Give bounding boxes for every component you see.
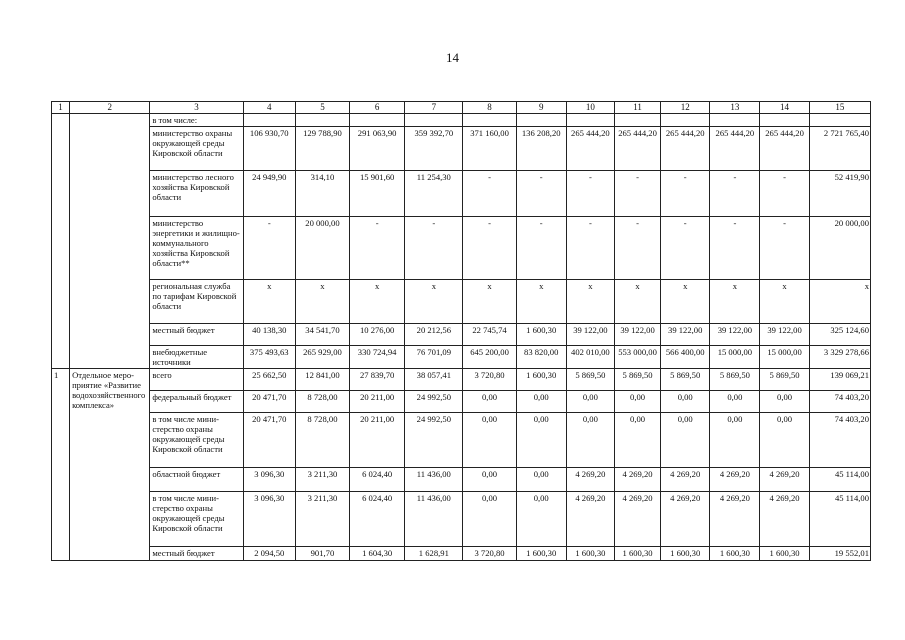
value-cell: 330 724,94 bbox=[350, 346, 405, 369]
table-row bbox=[52, 391, 871, 413]
column-number: 1 bbox=[52, 102, 70, 114]
value-cell: 901,70 bbox=[295, 547, 349, 561]
value-cell: 371 160,00 bbox=[463, 127, 516, 171]
value-cell: 5 869,50 bbox=[566, 369, 614, 391]
value-cell: 20 211,00 bbox=[350, 413, 405, 468]
value-cell bbox=[614, 114, 660, 127]
value-cell: x bbox=[661, 280, 710, 324]
value-cell: 0,00 bbox=[710, 413, 760, 468]
value-cell bbox=[516, 114, 566, 127]
value-cell: 74 403,20 bbox=[809, 413, 870, 468]
value-cell: 314,10 bbox=[295, 171, 349, 217]
value-cell: 4 269,20 bbox=[760, 468, 809, 492]
column-number: 15 bbox=[809, 102, 870, 114]
value-cell: 129 788,90 bbox=[295, 127, 349, 171]
value-cell: 3 096,30 bbox=[243, 492, 295, 547]
value-cell: 566 400,00 bbox=[661, 346, 710, 369]
value-cell: x bbox=[710, 280, 760, 324]
value-cell: 0,00 bbox=[516, 391, 566, 413]
source-label: в том числе: bbox=[150, 114, 243, 127]
value-cell bbox=[295, 114, 349, 127]
source-label: областной бюджет bbox=[150, 468, 243, 492]
value-cell: 0,00 bbox=[516, 492, 566, 547]
source-label: в том числе министерство охраны окружающей среды Кировской области bbox=[150, 413, 243, 468]
value-cell: 4 269,20 bbox=[661, 492, 710, 547]
value-cell: 0,00 bbox=[463, 391, 516, 413]
value-cell: 0,00 bbox=[760, 391, 809, 413]
value-cell: 1 600,30 bbox=[516, 369, 566, 391]
table-row bbox=[52, 280, 871, 324]
value-cell: 45 114,00 bbox=[809, 468, 870, 492]
value-cell: 4 269,20 bbox=[760, 492, 809, 547]
value-cell: x bbox=[463, 280, 516, 324]
column-number: 5 bbox=[295, 102, 349, 114]
column-number: 13 bbox=[710, 102, 760, 114]
value-cell: 291 063,90 bbox=[350, 127, 405, 171]
value-cell bbox=[350, 114, 405, 127]
source-label: федеральный бюджет bbox=[150, 391, 243, 413]
value-cell: 3 720,80 bbox=[463, 369, 516, 391]
column-number-row bbox=[52, 102, 871, 114]
value-cell: x bbox=[614, 280, 660, 324]
source-label: министерство лесного хозяйства Кировской области bbox=[150, 171, 243, 217]
value-cell: - bbox=[566, 171, 614, 217]
value-cell: 265 444,20 bbox=[760, 127, 809, 171]
table-row bbox=[52, 547, 871, 561]
value-cell: 265 444,20 bbox=[661, 127, 710, 171]
value-cell: - bbox=[614, 217, 660, 280]
value-cell: x bbox=[760, 280, 809, 324]
column-number: 10 bbox=[566, 102, 614, 114]
value-cell: 39 122,00 bbox=[566, 324, 614, 346]
value-cell: 402 010,00 bbox=[566, 346, 614, 369]
value-cell: 0,00 bbox=[566, 413, 614, 468]
value-cell: 645 200,00 bbox=[463, 346, 516, 369]
value-cell: - bbox=[760, 171, 809, 217]
value-cell: 3 329 278,66 bbox=[809, 346, 870, 369]
value-cell: 22 745,74 bbox=[463, 324, 516, 346]
value-cell: 0,00 bbox=[614, 391, 660, 413]
value-cell: 11 436,00 bbox=[405, 468, 463, 492]
table-row bbox=[52, 217, 871, 280]
row-number-cell bbox=[52, 114, 70, 369]
value-cell bbox=[243, 114, 295, 127]
value-cell: 1 628,91 bbox=[405, 547, 463, 561]
source-label: региональная служба по тарифам Кировской области bbox=[150, 280, 243, 324]
value-cell: x bbox=[295, 280, 349, 324]
source-label: внебюджетные источники bbox=[150, 346, 243, 369]
value-cell: 265 444,20 bbox=[614, 127, 660, 171]
value-cell: 10 276,00 bbox=[350, 324, 405, 346]
value-cell: 4 269,20 bbox=[614, 468, 660, 492]
value-cell: 265 929,00 bbox=[295, 346, 349, 369]
value-cell: 0,00 bbox=[760, 413, 809, 468]
value-cell bbox=[661, 114, 710, 127]
value-cell: 136 208,20 bbox=[516, 127, 566, 171]
value-cell bbox=[809, 114, 870, 127]
value-cell: x bbox=[405, 280, 463, 324]
value-cell bbox=[760, 114, 809, 127]
table-row bbox=[52, 114, 871, 127]
value-cell: 11 436,00 bbox=[405, 492, 463, 547]
value-cell: 45 114,00 bbox=[809, 492, 870, 547]
value-cell: 20 471,70 bbox=[243, 391, 295, 413]
value-cell: 0,00 bbox=[516, 413, 566, 468]
value-cell: 27 839,70 bbox=[350, 369, 405, 391]
value-cell: 375 493,63 bbox=[243, 346, 295, 369]
table-row bbox=[52, 492, 871, 547]
value-cell: 0,00 bbox=[710, 391, 760, 413]
value-cell: x bbox=[516, 280, 566, 324]
column-number: 3 bbox=[150, 102, 243, 114]
value-cell: x bbox=[566, 280, 614, 324]
value-cell: 3 096,30 bbox=[243, 468, 295, 492]
value-cell: 265 444,20 bbox=[710, 127, 760, 171]
value-cell: 0,00 bbox=[463, 413, 516, 468]
value-cell: 4 269,20 bbox=[710, 492, 760, 547]
value-cell: 139 069,21 bbox=[809, 369, 870, 391]
value-cell: 0,00 bbox=[614, 413, 660, 468]
value-cell: 4 269,20 bbox=[614, 492, 660, 547]
table-row bbox=[52, 171, 871, 217]
value-cell: 1 600,30 bbox=[516, 547, 566, 561]
column-number: 6 bbox=[350, 102, 405, 114]
value-cell: 1 600,30 bbox=[566, 547, 614, 561]
program-name-cell: Отдельное мероприятие «Развитие водохозяйственного комплекса» bbox=[70, 369, 150, 561]
value-cell: 24 992,50 bbox=[405, 391, 463, 413]
value-cell: 5 869,50 bbox=[661, 369, 710, 391]
page-number: 14 bbox=[446, 50, 459, 65]
table-row bbox=[52, 346, 871, 369]
value-cell: 0,00 bbox=[661, 413, 710, 468]
value-cell: 83 820,00 bbox=[516, 346, 566, 369]
value-cell: 25 662,50 bbox=[243, 369, 295, 391]
budget-table bbox=[51, 101, 871, 561]
column-number: 4 bbox=[243, 102, 295, 114]
value-cell: 12 841,00 bbox=[295, 369, 349, 391]
value-cell: 34 541,70 bbox=[295, 324, 349, 346]
value-cell: 5 869,50 bbox=[614, 369, 660, 391]
value-cell: 0,00 bbox=[463, 492, 516, 547]
value-cell: 39 122,00 bbox=[760, 324, 809, 346]
value-cell: - bbox=[661, 217, 710, 280]
value-cell: 106 930,70 bbox=[243, 127, 295, 171]
value-cell: 3 211,30 bbox=[295, 492, 349, 547]
table-row bbox=[52, 324, 871, 346]
value-cell: 2 094,50 bbox=[243, 547, 295, 561]
value-cell: 40 138,30 bbox=[243, 324, 295, 346]
value-cell: 0,00 bbox=[463, 468, 516, 492]
value-cell: 20 211,00 bbox=[350, 391, 405, 413]
value-cell: - bbox=[760, 217, 809, 280]
value-cell: - bbox=[463, 171, 516, 217]
value-cell: - bbox=[350, 217, 405, 280]
value-cell: - bbox=[405, 217, 463, 280]
value-cell: - bbox=[243, 217, 295, 280]
value-cell: 553 000,00 bbox=[614, 346, 660, 369]
column-number: 9 bbox=[516, 102, 566, 114]
value-cell: 8 728,00 bbox=[295, 413, 349, 468]
value-cell: 0,00 bbox=[566, 391, 614, 413]
value-cell: x bbox=[350, 280, 405, 324]
value-cell: 24 949,90 bbox=[243, 171, 295, 217]
source-label: министерство энергетики и жилищно-коммунального хозяйства Кировской области** bbox=[150, 217, 243, 280]
value-cell: 3 211,30 bbox=[295, 468, 349, 492]
value-cell: 265 444,20 bbox=[566, 127, 614, 171]
value-cell: 19 552,01 bbox=[809, 547, 870, 561]
value-cell: - bbox=[661, 171, 710, 217]
value-cell bbox=[566, 114, 614, 127]
value-cell: 325 124,60 bbox=[809, 324, 870, 346]
table-row bbox=[52, 127, 871, 171]
value-cell: 74 403,20 bbox=[809, 391, 870, 413]
value-cell: 15 901,60 bbox=[350, 171, 405, 217]
value-cell: 1 600,30 bbox=[614, 547, 660, 561]
value-cell bbox=[463, 114, 516, 127]
value-cell: - bbox=[516, 171, 566, 217]
value-cell: 39 122,00 bbox=[661, 324, 710, 346]
value-cell: 5 869,50 bbox=[760, 369, 809, 391]
column-number: 7 bbox=[405, 102, 463, 114]
value-cell: - bbox=[566, 217, 614, 280]
value-cell: - bbox=[463, 217, 516, 280]
value-cell: 1 604,30 bbox=[350, 547, 405, 561]
table-row bbox=[52, 468, 871, 492]
value-cell: x bbox=[809, 280, 870, 324]
value-cell: 15 000,00 bbox=[760, 346, 809, 369]
value-cell: 20 212,56 bbox=[405, 324, 463, 346]
value-cell: 3 720,80 bbox=[463, 547, 516, 561]
value-cell: - bbox=[710, 171, 760, 217]
column-number: 8 bbox=[463, 102, 516, 114]
source-label: всего bbox=[150, 369, 243, 391]
value-cell: - bbox=[710, 217, 760, 280]
value-cell: 2 721 765,40 bbox=[809, 127, 870, 171]
table-row bbox=[52, 413, 871, 468]
value-cell: 20 000,00 bbox=[295, 217, 349, 280]
value-cell: 6 024,40 bbox=[350, 492, 405, 547]
value-cell: 1 600,30 bbox=[516, 324, 566, 346]
value-cell: 5 869,50 bbox=[710, 369, 760, 391]
program-name-cell bbox=[70, 114, 150, 369]
column-number: 2 bbox=[70, 102, 150, 114]
row-number-cell: 1 bbox=[52, 369, 70, 561]
value-cell: 20 471,70 bbox=[243, 413, 295, 468]
value-cell: 4 269,20 bbox=[710, 468, 760, 492]
value-cell: - bbox=[614, 171, 660, 217]
value-cell: 11 254,30 bbox=[405, 171, 463, 217]
value-cell: 20 000,00 bbox=[809, 217, 870, 280]
table-row bbox=[52, 369, 871, 391]
value-cell: 1 600,30 bbox=[760, 547, 809, 561]
value-cell: 24 992,50 bbox=[405, 413, 463, 468]
value-cell: 6 024,40 bbox=[350, 468, 405, 492]
source-label: местный бюджет bbox=[150, 324, 243, 346]
value-cell: 4 269,20 bbox=[661, 468, 710, 492]
value-cell: 38 057,41 bbox=[405, 369, 463, 391]
value-cell: - bbox=[516, 217, 566, 280]
column-number: 12 bbox=[661, 102, 710, 114]
value-cell: 4 269,20 bbox=[566, 492, 614, 547]
value-cell: 39 122,00 bbox=[710, 324, 760, 346]
source-label: в том числе министерство охраны окружающей среды Кировской области bbox=[150, 492, 243, 547]
column-number: 14 bbox=[760, 102, 809, 114]
value-cell bbox=[710, 114, 760, 127]
source-label: министерство охраны окружающей среды Кировской области bbox=[150, 127, 243, 171]
value-cell: x bbox=[243, 280, 295, 324]
value-cell: 1 600,30 bbox=[710, 547, 760, 561]
value-cell bbox=[405, 114, 463, 127]
column-number: 11 bbox=[614, 102, 660, 114]
value-cell: 1 600,30 bbox=[661, 547, 710, 561]
value-cell: 8 728,00 bbox=[295, 391, 349, 413]
value-cell: 52 419,90 bbox=[809, 171, 870, 217]
value-cell: 0,00 bbox=[516, 468, 566, 492]
value-cell: 359 392,70 bbox=[405, 127, 463, 171]
value-cell: 76 701,09 bbox=[405, 346, 463, 369]
value-cell: 0,00 bbox=[661, 391, 710, 413]
value-cell: 15 000,00 bbox=[710, 346, 760, 369]
value-cell: 39 122,00 bbox=[614, 324, 660, 346]
value-cell: 4 269,20 bbox=[566, 468, 614, 492]
source-label: местный бюджет bbox=[150, 547, 243, 561]
